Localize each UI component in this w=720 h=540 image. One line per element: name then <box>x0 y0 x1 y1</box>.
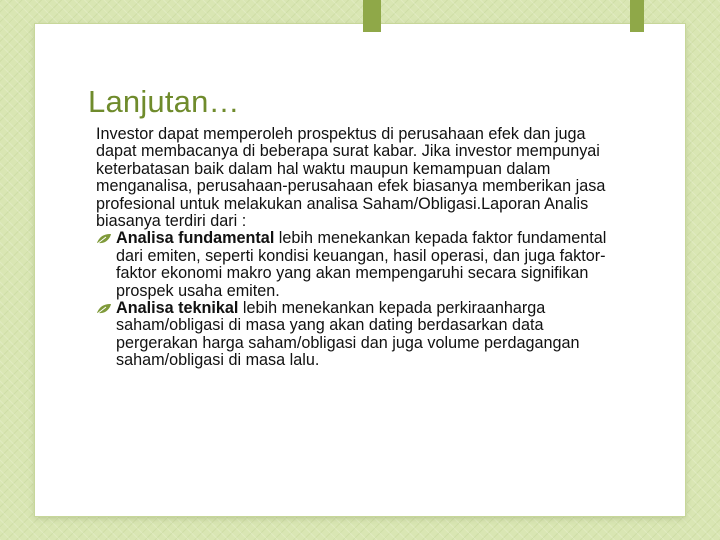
leaf-bullet-icon <box>96 303 112 315</box>
bullet-text: lebih menekankan kepada faktor fundamental dari emiten, seperti kondisi keuangan, hasil operasi, dan juga faktor-faktor ekonomi makro yang akan mempengaruhi secara signifikan prospek usaha emiten. <box>116 229 607 300</box>
slide-title: Lanjutan… <box>88 84 240 119</box>
slide-content <box>96 126 616 370</box>
intro-paragraph: Investor dapat memperoleh prospektus di perusahaan efek dan juga dapat membacanya di beberapa surat kabar. Jika investor mempunyai keterbatasan baik dalam hal waktu maupun kemampuan dalam menganalisa, perusahaan-perusahaan efek biasanya memberikan jasa profesional untuk melakukan analisa Saham/Obligasi.Laporan Analis biasanya terdiri dari : <box>96 125 606 231</box>
bullet-item-teknikal <box>96 300 616 370</box>
bullet-text: lebih menekankan kepada perkiraanharga saham/obligasi di masa yang akan dating berdasarkan data pergerakan harga saham/obligasi dan juga volume perdagangan saham/obligasi di masa lalu. <box>116 299 580 370</box>
decorative-tab-right <box>630 0 644 32</box>
leaf-bullet-icon <box>96 233 112 245</box>
bullet-term: Analisa fundamental <box>116 229 275 248</box>
bullet-term: Analisa teknikal <box>116 299 239 318</box>
decorative-tab-left <box>363 0 381 32</box>
bullet-item-fundamental <box>96 230 616 300</box>
